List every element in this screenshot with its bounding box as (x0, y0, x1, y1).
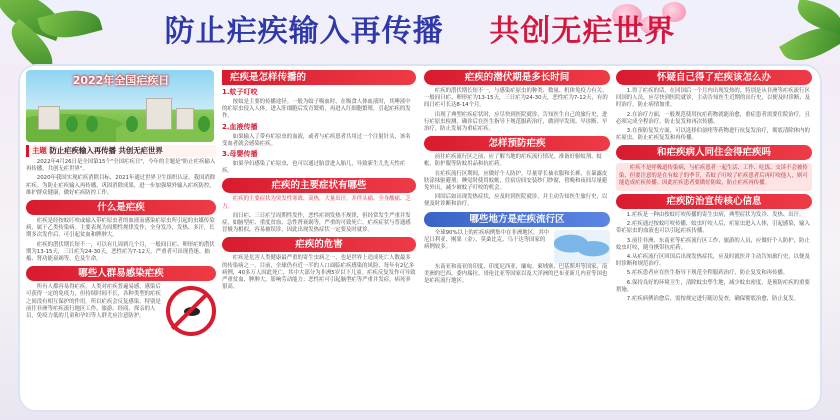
column-4 (616, 70, 812, 406)
blood-transmission-title: 2.血液传播 (222, 122, 258, 131)
mother-child-title: 3.母婴传播 (222, 150, 258, 159)
section-header-cohabit: 和疟疾病人同住会得疟疾吗 (616, 145, 812, 160)
malaria-day-banner: 2022年全国疟疾日 (72, 74, 170, 87)
core-item: 7.疟疾病例治愈后，需按规定进行随访复查，确保彻底治愈，防止复发。 (626, 296, 800, 303)
prevention-text: 前往疟疾流行区之前，应了解当地的疟疾流行情况，准备好驱蚊剂、蚊帐、防护服等防蚊用品和抗疟药。 (424, 154, 602, 168)
section-header-what-is-malaria: 什么是疟疾 (26, 200, 216, 215)
no-mosquito-icon (166, 286, 216, 336)
core-item: 5.疟疾患者应在医生指导下规范全程服药治疗，防止复发和再传播。 (626, 270, 789, 277)
malaria-day-illustration (26, 70, 214, 142)
blood-transmission-text: 如果输入了带有疟原虫的血液，或者与疟疾患者共用过一个注射针头，该名受血者就会感染疟疾。 (222, 133, 411, 147)
title-spacer (455, 14, 478, 49)
suspect-item: 2.在治疗方面，一般规范使用抗疟药物就能治愈，重症患者需要住院治疗，且必须完成全程治疗，防止复发和再次传播。 (616, 111, 810, 125)
section-header-core-info: 疟疾防治宣传核心信息 (616, 194, 812, 209)
section-header-susceptible: 哪些人群易感染疟疾 (26, 266, 216, 281)
mosquito-bite-title: 1.蚊子叮咬 (222, 88, 258, 96)
tree-shape (198, 116, 210, 132)
intro-paragraph: 2020年我国实现疟疾消除目标，2021年通过世界卫生组织认证，我国消除疟疾。为防止疟疾输入再传播，巩固消除成果，进一步加强境外输入疟疾防控，维护群众健康，做好疟疾防控工作。 (26, 175, 216, 196)
cohabit-box (616, 163, 812, 191)
section-header-symptoms: 疟疾的主要症状有哪些 (222, 178, 416, 193)
harm-text: 疟疾是危害人类健康最严重的寄生虫病之一，也是世界上造成死亡人数最多的传染病之一。目前，全球仍有近一半的人口面临疟疾感染的风险，每年有2亿多病例，40多万人因此死亡，其中大部分为非洲5岁以下儿童。疟疾反复发作可导致严重贫血、脾肿大，影响劳动能力；恶性疟可引起脑型疟等严重并发症，病死率很高。 (222, 255, 416, 291)
susceptible-paragraph: 所有人都容易得疟疾。人类对疟疾普遍易感，感染后可获得一定的免疫力，但持续时间不长，各种类型的疟疾之间没有相互保护的作用。所以疟疾会反复感染。特别是前往非洲等疟疾流行地区工作、旅游、经商、探亲的人员，免疫力低的儿童和孕妇等人群尤应注意防护。 (26, 284, 161, 320)
section-header-prevention: 怎样预防疟疾 (424, 136, 610, 151)
section-header-incubation: 疟疾的潜伏期是多长时间 (424, 70, 610, 85)
symptom-text: 间日疟、三日疟呈周期性发作，恶性疟则发热不规律，但经常发生严重并发症，如脑型疟、重度贫血、急性肾衰竭等，严重的可致死亡。疟疾症状与普通感冒极为相似，容易被误诊，因此出现发热症状一定要及时就诊。 (222, 212, 411, 234)
building-shape (146, 98, 172, 130)
core-item: 1.疟疾是一种由按蚊叮咬传播的寄生虫病，典型症状为发冷、发热、出汗。 (626, 212, 805, 219)
suspect-item: 3.在预防复发方面，可以选择伯氨喹等药物进行抗复发治疗，彻底清除体内的疟原虫，防止疟疾复发和再传播。 (616, 128, 810, 142)
region-text: 全球90%以上的疟疾病例集中在非洲地区，其中尼日利亚、刚果（金）、莫桑比克、乌干达等国家的病例较多。 (424, 229, 550, 251)
section-header-transmission: 疟疾是怎样传播的 (222, 70, 416, 85)
theme-line (26, 145, 216, 157)
mosquito-bite-text: 按蚊是主要的传播途径。一般为蚊子吸血时，在吸食人体血液时，其唾液中的疟原虫侵入人体，进入肝细胞后发育繁殖，再进入红细胞繁殖，引起疟疾的发作。 (222, 99, 411, 120)
title-part2: 共创无疟世界 (489, 14, 676, 49)
fever-text: 出现了典型疟疾症状时，应尽快到医院就诊，告知医生自己的旅行史，进行疟原虫检测，确诊后在医生指导下规范服药治疗，做到早发现、早诊断、早治疗，防止发展为重症疟疾。 (424, 111, 608, 133)
theme-text: 防止疟疾输入再传播 共创无疟世界 (49, 146, 163, 155)
mother-child-text: 如果孕妇感染了疟原虫，也可以通过胎盘进入胎儿，导致新生儿先天性疟疾。 (222, 161, 406, 175)
theme-label: 主题 (32, 146, 47, 155)
susceptible-row (26, 284, 216, 336)
section-header-suspect: 怀疑自己得了疟疾该怎么办 (616, 70, 812, 85)
what-paragraph: 疟疾是经按蚊叮咬或输入带疟原虫者的血液而感染疟原虫所引起的虫媒传染病，属于乙类传染病。主要表现为周期性规律发作，全身发冷、发热、多汗，长期多次发作后，可引起贫血和脾肿大。 (26, 218, 215, 239)
tree-shape (66, 116, 78, 132)
cohabit-text: 疟疾不是呼吸道传染病，与疟疾患者一起生活、工作、吃饭、交谈不会被传染，但要注意的是在有蚊子的季节，若蚊子叮咬了疟疾患者后再叮咬他人，则可能造成疟疾传播。因此疟疾患者要做好防蚊，防止疟疾再传播。 (619, 165, 808, 186)
core-item: 6.保持良好的环境卫生，清除蚊虫孳生地，减少蚊虫密度，是预防疟疾的重要措施。 (616, 279, 810, 293)
suspect-item: 1.得了疟疾的话，在回国后一个月内出现发热的，特别是从非洲等疟疾流行区回国的人员，应尽快到医院就诊，主动告知医生近期的出行史，以便及时诊断、及时治疗，防止病情加重。 (616, 88, 811, 109)
title-part1: 防止疟疾输入再传播 (164, 14, 444, 49)
prevention-text: 回国后如出现发热症状，应及时到医院就诊，并主动告知医生旅行史，以便及时诊断和治疗。 (424, 194, 608, 208)
core-item: 4.从疟疾流行区回国后出现发热症状，应及时就医并主动告知旅行史，以便及时诊断和规范治疗。 (616, 254, 810, 268)
intro-paragraph: 2022年4月26日是全国第15个"全国疟疾日"，今年的主题是"防止疟疾输入再传播，共创无疟世界"。 (26, 159, 216, 173)
region-text: 东南亚和南亚的印度、印度尼西亚、缅甸、柬埔寨、巴基斯坦等国家，南美洲的巴西、委内瑞拉、哥伦比亚等国家以及大洋洲的巴布亚新几内亚等国也是疟疾流行地区。 (424, 263, 608, 285)
column-3 (424, 70, 610, 406)
building-shape (176, 108, 194, 130)
column-1 (26, 70, 216, 406)
incubation-text: 疟疾的潜伏期长短不一，与感染疟原虫的种类、数量、机体免疫力有关。一般间日疟、卵形疟为13-15天，三日疟为24-30天，恶性疟为7-12天，有的间日疟可长达8-14个月。 (424, 88, 608, 109)
mosquito-icon (184, 307, 200, 316)
page-title (0, 6, 840, 50)
symptom-emphasis: 疟疾的主要症状为突发性寒战、高热，大量出汗，并伴头痛、全身酸痛、乏力。 (222, 196, 411, 210)
building-shape (38, 106, 60, 130)
world-map-icon (554, 230, 610, 264)
tree-shape (86, 116, 98, 132)
core-item: 3.前往非洲、东南亚等疟疾流行区工作、旅游的人员，应做好个人防护，防止蚊虫叮咬，随身携带抗疟药。 (616, 237, 810, 251)
region-row (424, 230, 610, 264)
column-2 (222, 70, 416, 406)
prevention-text: 在疟疾流行区期间，应做好个人防护，尽量穿长袖衣服和长裤，在暴露皮肤涂抹驱避剂，睡觉时使用蚊帐，住宿房间安装纱门纱窗，傍晚和夜间尽量避免外出，减少被蚊子叮咬的机会。 (424, 170, 608, 192)
what-paragraph: 疟疾的潜伏期长短不一，可以有几周到几个月，一般间日疟、卵形疟的潜伏期为13-15天，三日疟为24-30天，恶性疟为7-12天。严重者可出现昏迷、抽搐、肾功能衰竭等，危及生命。 (26, 241, 215, 263)
tree-shape (126, 116, 138, 132)
section-header-endemic-regions: 哪些地方是疟疾流行区 (424, 212, 610, 227)
core-item: 2.疟疾通过按蚊叮咬传播，蚊虫叮咬人后，疟原虫进入人体，引起感染，输入带疟原虫的血液也可以引起疟疾传播。 (616, 221, 810, 235)
section-header-harm: 疟疾的危害 (222, 237, 416, 252)
